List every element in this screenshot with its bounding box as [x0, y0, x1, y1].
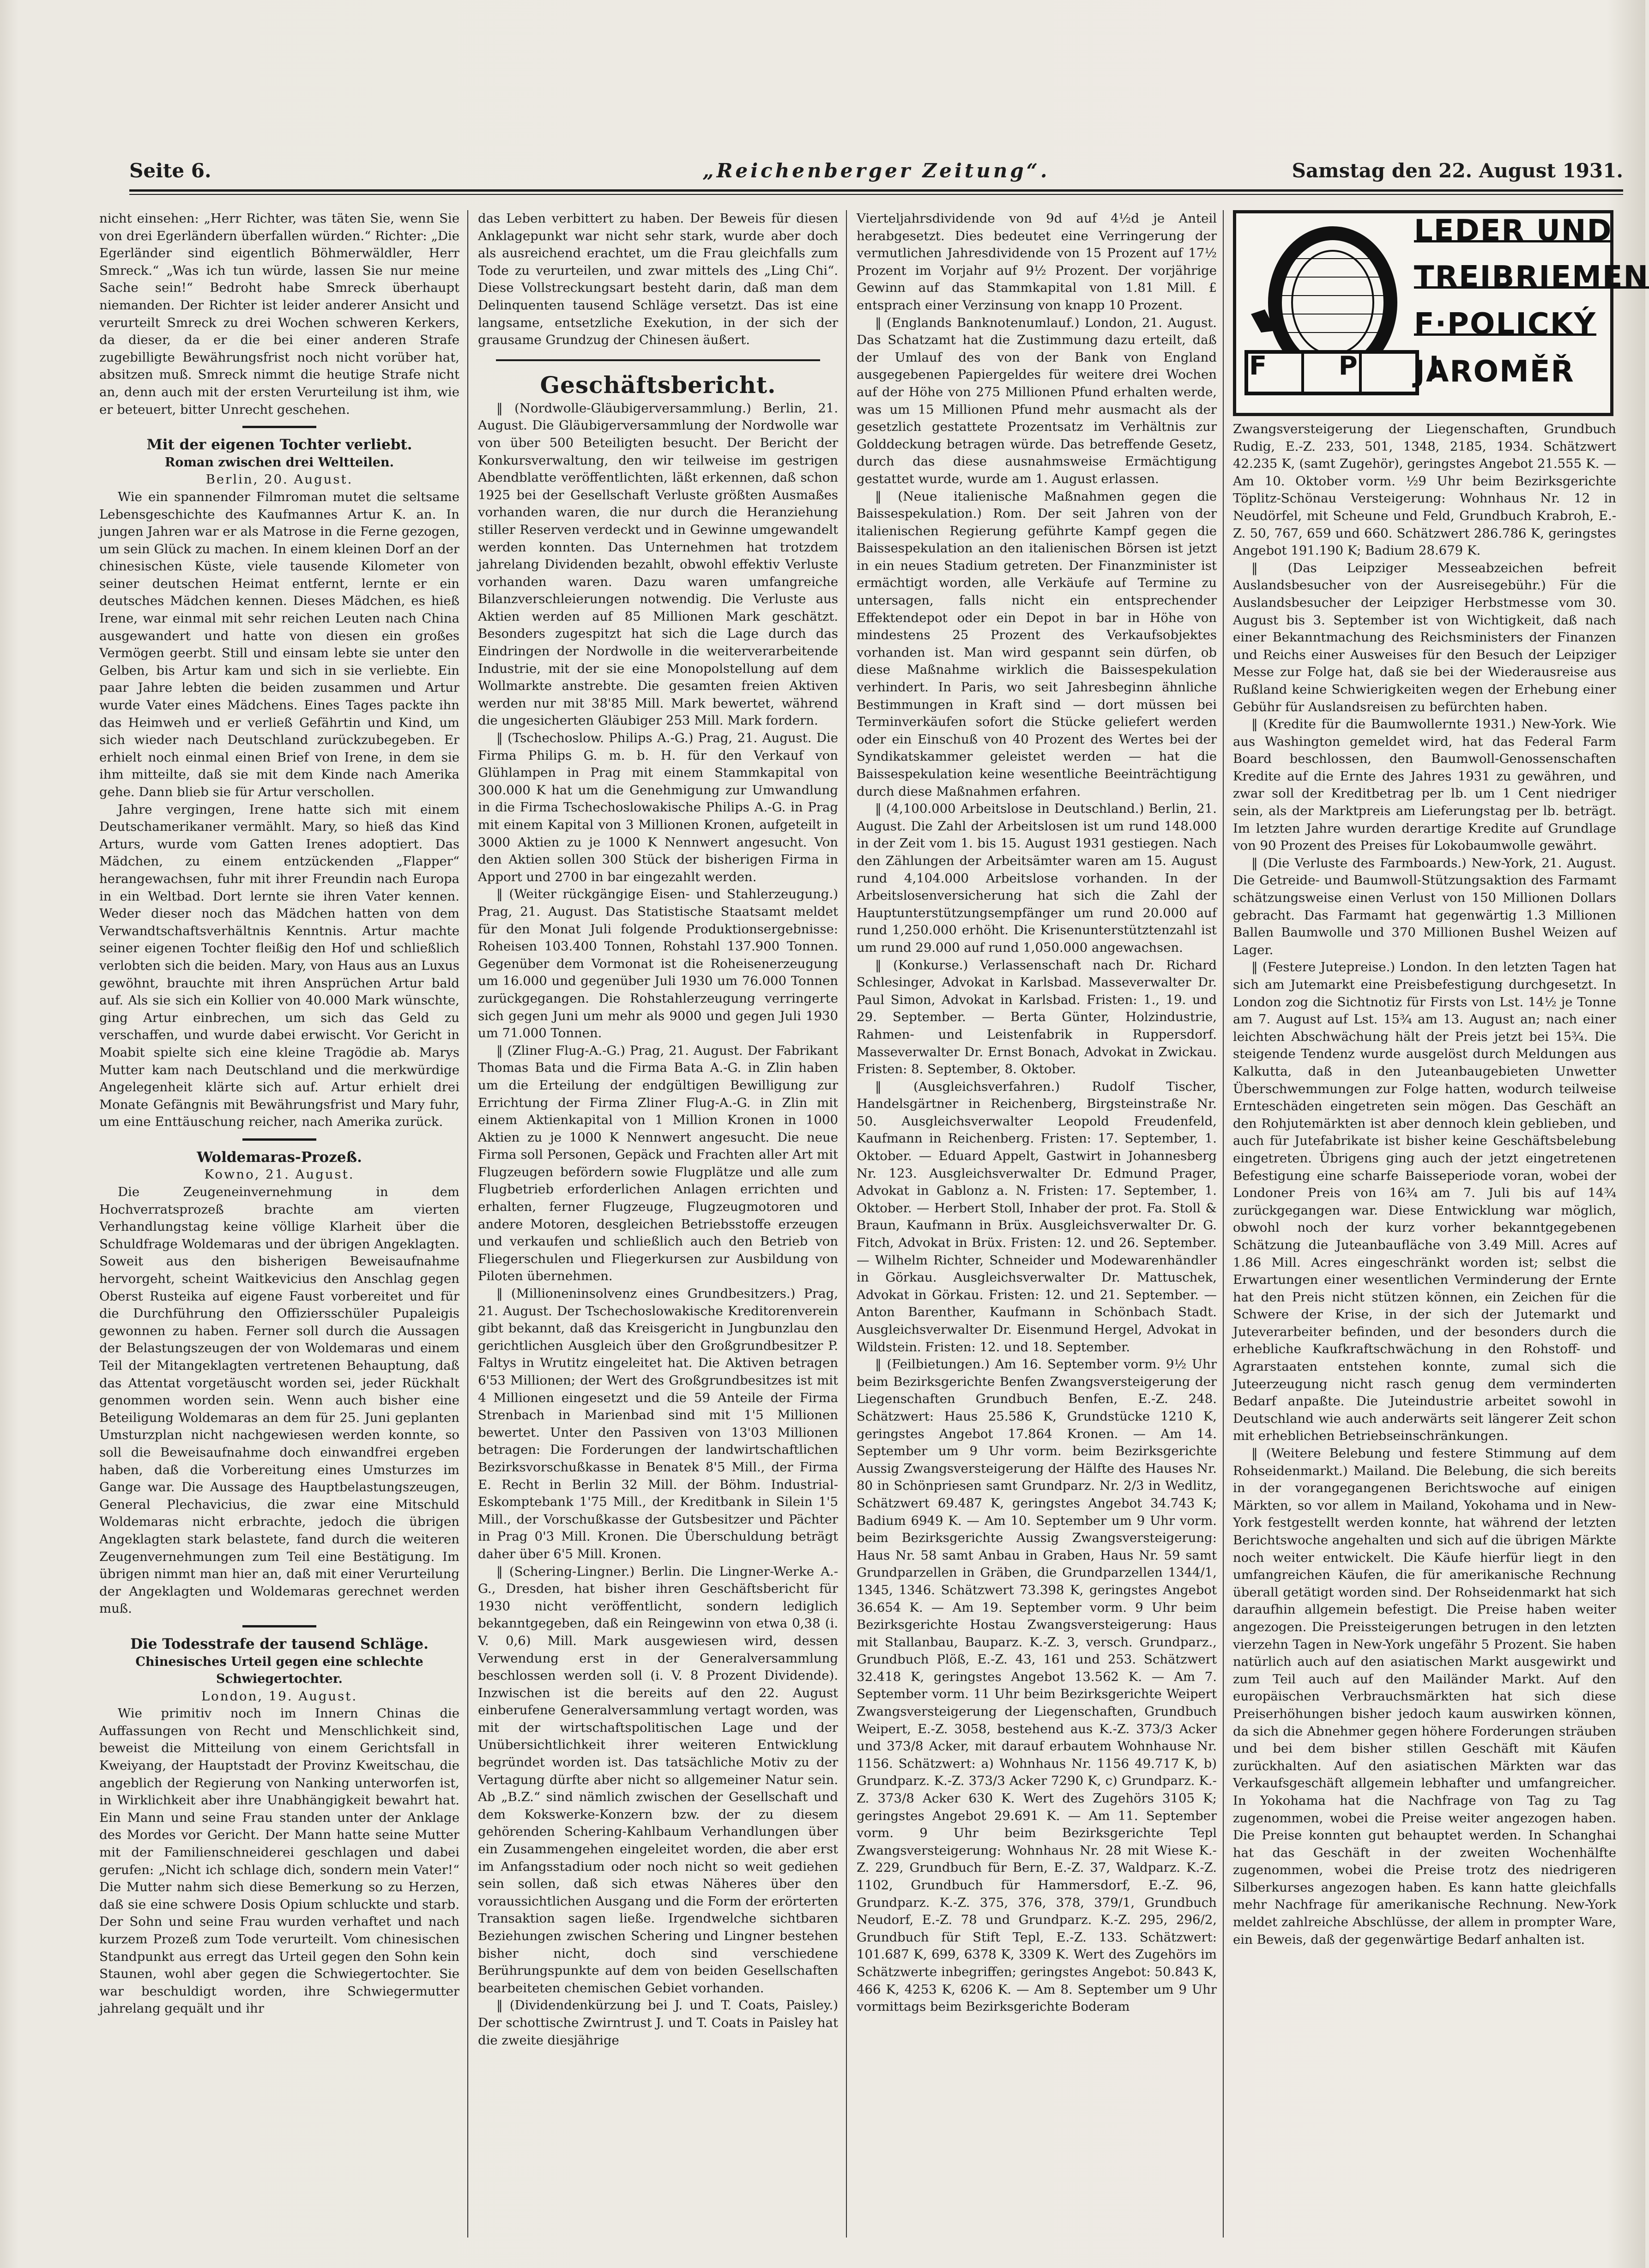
business-item: ‖ (Neue italienische Maßnahmen gegen die Baissespekulation.) Rom. Der seit Jahren von der italienischen Regierung geführte Kampf gegen die Baissespekulation an den italienischen Börsen ist jetzt in ein neues Stadium getreten. Der Finanzminister ist ermächtigt worden, alle Verkäufe auf Termine zu untersagen, falls nicht ein entsprechender Effektendepot oder ein Depot in bar in Höhe von mindestens 25 Prozent des Verkaufsobjektes vorhanden ist. Man wird gespannt sein dürfen, ob diese Maßnahme wirklich die Baissespekulation verhindert. In Paris, wo seit Jahresbeginn ähnliche Bestimmungen in Kraft sind — dort müssen bei Terminverkäufen sofort die Stücke geliefert werden oder ein Einschuß von 40 Prozent des Wertes bei der Syndikatskammer geleistet werden — hat die Baissespekulation keine wesentliche Beeinträchtigung durch diese Maßnahmen erfahren. [857, 489, 1217, 799]
column-3 [857, 210, 1217, 2233]
business-item: ‖ (Englands Banknotenumlauf.) London, 21. August. Das Schatzamt hat die Zustimmung dazu erteilt, daß der Umlauf des von der Bank von England ausgegebenen Papiergeldes für weitere drei Wochen auf der Höhe von 275 Millionen Pfund erhalten werde, was um 15 Millionen Pfund mehr ausmacht als der gesetzlich gestattete Prozentsatz im Verhältnis zur Golddeckung betragen würde. Das betreffende Gesetz, durch das diese ausnahmsweise Ermächtigung gestattet wurde, wurde am 1. August erlassen. [857, 315, 1217, 486]
ad-line: JAROMĚŘ [1414, 355, 1575, 389]
column-divider [467, 210, 468, 2238]
business-item: ‖ (Festere Jutepreise.) London. In den letzten Tagen hat sich am Jutemarkt eine Preisbefestigung durchgesetzt. In London zog die Sichtnotiz für Firsts von Lst. 14½ je Tonne am 7. August auf Lst. 15¾ am 13. August an; nach einer leichten Abschwächung hält der Preis jetzt bei 15¾. Die steigende Tendenz wurde ausgelöst durch Meldungen aus Kalkutta, daß in den Juteanbaugebieten Unwetter Überschwemmungen zur Folge hatten, wodurch teilweise Ernteschäden eingetreten sein mögen. Das Geschäft an den Rohjutemärkten ist aber dennoch klein geblieben, und auch für Jutefabrikate ist bisher keine Geschäftsbelebung eingetreten. Übrigens ging auch der jetzt eingetretenen Befestigung eine scharfe Baisseperiode voran, wobei der Londoner Preis von 16¾ am 7. Juli bis auf 14¾ zurückgegangen war. Diese Entwicklung war möglich, obwohl noch der kurz vorher bekanntgegebenen Schätzung die Juteanbaufläche von 3.49 Mill. Acres auf 1.86 Mill. Acres eingeschränkt worden ist; selbst die Erwartungen einer wesentlichen Verminderung der Ernte hat den Preis nicht stützen können, ein Zeichen für die Schwere der Krise, in der sich der Jutemarkt und Juteverarbeiter befinden, und der besonders durch die erhebliche Kaufkraftschwächung in den Rohstoff- und Agrarstaaten entstehen konnte, zumal sich die Juteerzeugung nicht rasch genug dem verminderten Bedarf anpaßte. Die Juteindustrie arbeitet sowohl in Deutschland wie auch anderwärts seit längerer Zeit schon mit erheblichen Betriebseinschränkungen. [1233, 960, 1616, 1444]
business-item: ‖ (4,100.000 Arbeitslose in Deutschland.) Berlin, 21. August. Die Zahl der Arbeitslosen ist um rund 148.000 in der Zeit vom 1. bis 15. August 1931 gestiegen. Nach den Zählungen der Arbeitsämter waren am 15. August rund 4,104.000 Arbeitslose vorhanden. In der Arbeitslosenversicherung hat sich die Zahl der Hauptunterstützungsempfänger um rund 20.000 auf rund 1,250.000 erhöht. Die Krisenunterstütztenzahl ist um rund 29.000 auf rund 1,050.000 angewachsen. [857, 801, 1217, 955]
business-item: ‖ (Weitere Belebung und festere Stimmung auf dem Rohseidenmarkt.) Mailand. Die Belebung, die sich bereits in der vorangegangenen Berichtswoche auf einigen Märkten, so vor allem in Mailand, Yokohama und in New-York festgestellt werden konnte, hat während der letzten Berichtswoche angehalten und sich auf die übrigen Märkte noch weiter entwickelt. Die Käufe hierfür liegt in den umfangreichen Käufen, die für amerikanische Rechnung überall getätigt worden sind. Der Rohseidenmarkt hat sich daraufhin allgemein befestigt. Die Preise haben weiter angezogen. Die Preissteigerungen betrugen in den letzten vierzehn Tagen in New-York ungefähr 5 Prozent. Sie haben natürlich auch auf den asiatischen Markt ausgewirkt und zum Teil auch auf den Mailänder Markt. Auf den europäischen Verbrauchsmärkten hat sich diese Preiserhöhungen bisher jedoch kaum auswirken können, da sich die Abnehmer gegen höhere Forderungen sträuben und bei dem bisher stillen Geschäft mit Käufen zurückhalten. Auf den asiatischen Märkten war das Verkaufsgeschäft allgemein lebhafter und umfangreicher. In Yokohama hat die Nachfrage von Tag zu Tag zugenommen, wobei die Preise weiter angezogen haben. Die Preise konnten gut behauptet werden. In Schanghai hat das Geschäft in der zweiten Wochenhälfte zugenommen, wobei die Preise trotz des niedrigeren Silberkurses angezogen haben. Es kann hatte gleichfalls mehr Nachfrage für amerikanische Rechnung. New-York meldet zahlreiche Abschlüsse, der allem in prompter Ware, ein Beweis, daß der gegenwärtige Bedarf anhalten ist. [1233, 1446, 1616, 1947]
header-rule-thin [129, 194, 1623, 195]
newspaper-title: „Reichenberger Zeitung“. [702, 159, 1050, 182]
article-separator [242, 1138, 316, 1141]
business-item: ‖ (Feilbietungen.) Am 16. September vorm. 9½ Uhr beim Bezirksgerichte Benfen Zwangsversteigerung der Liegenschaften Grundbuch Benfen, E.-Z. 248. Schätzwert: Haus 25.586 K, Grundstücke 1210 K, geringstes Angebot 17.864 Kronen. — Am 14. September um 9 Uhr vorm. beim Bezirksgerichte Aussig Zwangsversteigerung der Hälfte des Hauses Nr. 80 in Schönpriesen samt Grundparz. Nr. 2/3 in Wedlitz, Schätzwert 69.487 K, geringstes Angebot 34.743 K; Badium 6949 K. — Am 10. September um 9 Uhr vorm. beim Bezirksgerichte Aussig Zwangsversteigerung: Haus Nr. 58 samt Anbau in Graben, Haus Nr. 59 samt Grundparzellen in Gräben, die Grundparzellen 1344/1, 1345, 1346. Schätzwert 73.398 K, geringstes Angebot 36.654 K. — Am 19. September vorm. 9 Uhr beim Bezirksgerichte Hostau Zwangsversteigerung: Haus mit Stallanbau, Bauparz. K.-Z. 3, versch. Grundparz., Grundbuch Plöß, E.-Z. 43, 161 und 253. Schätzwert 32.418 K, geringstes Angebot 13.562 K. — Am 7. September vorm. 11 Uhr beim Bezirksgerichte Weipert Zwangsversteigerung der Liegenschaften, Grundbuch Weipert, E.-Z. 3058, bestehend aus K.-Z. 373/3 Acker und 373/8 Acker, mit darauf erbautem Wohnhause Nr. 1156. Schätzwert: a) Wohnhaus Nr. 1156 49.717 K, b) Grundparz. K.-Z. 373/3 Acker 7290 K, c) Grundparz. K.-Z. 373/8 Acker 630 K. Wert des Zugehörs 3105 K; geringstes Angebot 29.691 K. — Am 11. September vorm. 9 Uhr beim Bezirksgerichte Tepl Zwangsversteigerung: Wohnhaus Nr. 28 mit Wiese K.-Z. 229, Grundbuch für Bern, E.-Z. 37, Waldparz. K.-Z. 1102, Grundbuch für Hammersdorf, E.-Z. 96, Grundparz. K.-Z. 375, 376, 378, 379/1, Grundbuch Neudorf, E.-Z. 78 und Grundparz. K.-Z. 295, 296/2, Grundbuch für Stift Tepl, E.-Z. 133. Schätzwert: 101.687 K, 699, 6378 K, 3309 K. Wert des Zugehörs im Schätzwerte inbegriffen; geringstes Angebot: 50.843 K, 466 K, 4253 K, 6206 K. — Am 8. September um 9 Uhr vormittags beim Bezirksgerichte Boderam [857, 1357, 1217, 2014]
business-item: ‖ (Die Verluste des Farmboards.) New-York, 21. August. Die Getreide- und Baumwoll-Stützungsaktion des Farmamt schätzungsweise einen Verlust von 150 Millionen Dollars gebracht. Das Farmamt hat gegenwärtig 1.3 Millionen Ballen Baumwolle und 370 Millionen Bushel Weizen auf Lager. [1233, 855, 1616, 957]
column-divider [846, 210, 847, 2238]
ad-line: TREIBRIEMEN [1414, 260, 1649, 294]
ad-line: LEDER UND [1414, 214, 1613, 248]
column-1 [99, 210, 459, 2233]
ad-line: F·POLICKÝ [1414, 307, 1596, 341]
business-item: Vierteljahrsdividende von 9d auf 4½d je Anteil herabgesetzt. Dies bedeutet eine Verringerung der vermutlichen Jahresdividende von 15 Prozent auf 17½ Prozent im Vorjahr auf 9½ Prozent. Der vorjährige Gewinn auf das Stammkapital von 1.81 Mill. £ entsprach einer Verzinsung von knapp 10 Prozent. [857, 211, 1217, 313]
business-item: ‖ (Dividendenkürzung bei J. und T. Coats, Paisley.) Der schottische Zwirntrust J. und T. Coats in Paisley hat die zweite diesjährige [478, 1998, 838, 2048]
header-rule [129, 189, 1623, 192]
article-paragraph: Wie ein spannender Filmroman mutet die seltsame Lebensgeschichte des Kaufmannes Artur K. an. In jungen Jahren war er als Matrose in die Ferne gezogen, um sein Glück zu machen. In einem kleinen Dorf an der chinesischen Küste, viele tausende Kilometer von seiner deutschen Heimat entfernt, lernte er ein deutsches Mädchen kennen. Dieses Mädchen, es hieß Irene, war einmal mit sehr reichen Leuten nach China ausgewandert und hatte von diesen ein großes Vermögen geerbt. Still und einsam lebte sie unter den Gelben, bis Artur kam und sich in sie verliebte. Ein paar Jahre lebten die beiden zusammen und Artur wurde Vater eines Mädchens. Eines Tages packte ihn das Heimweh und er verließ Gefährtin und Kind, um sich wieder nach Deutschland zurückzubegeben. Er erhielt noch einmal einen Brief von Irene, in dem sie ihm mitteilte, daß sie mit dem Kinde nach Amerika gehe. Dann blieb sie für Artur verschollen. [99, 489, 459, 799]
article-dateline: Berlin, 20. August. [205, 472, 353, 487]
section-title: Geschäftsbericht. [540, 371, 776, 399]
advertisement [1233, 210, 1649, 416]
business-item: ‖ (Das Leipziger Messeabzeichen befreit Auslandsbesucher von der Ausreisegebühr.) Für die Auslandsbesucher der Leipziger Herbstmesse vom 30. August bis 3. September ist von Wichtigkeit, daß nach einer Bekanntmachung des Reichsministers der Finanzen und Reichs einer Ausweises für den Besuch der Leipziger Messe zur Folge hat, daß sie bei der Wiederausreise aus Rußland keine Schwierigkeiten wegen der Erhebung einer Gebühr für Auslandsreisen zu befürchten haben. [1233, 560, 1616, 714]
business-item: Zwangsversteigerung der Liegenschaften, Grundbuch Rudig, E.-Z. 233, 501, 1348, 2185, 1934. Schätzwert 42.235 K, (samt Zugehör), geringstes Angebot 21.555 K. — Am 10. Oktober vorm. ½9 Uhr beim Bezirksgerichte Töplitz-Schönau Versteigerung: Wohnhaus Nr. 12 in Neudörfel, mit Scheune und Feld, Grundbuch Krabroh, E.-Z. 50, 767, 659 und 660. Schätzwert 286.786 K, geringstes Angebot 191.190 K; Badium 28.679 K. [1233, 422, 1616, 558]
business-item: ‖ (Konkurse.) Verlassenschaft nach Dr. Richard Schlesinger, Advokat in Karlsbad. Masseverwalter Dr. Paul Simon, Advokat in Karlsbad. Fristen: 1., 19. und 29. September. — Berta Günter, Holzindustrie, Rahmen- und Leistenfabrik in Ruppersdorf. Masseverwalter Dr. Ernst Bonach, Advokat in Zwickau. Fristen: 8. September, 8. Oktober. [857, 957, 1217, 1077]
business-item: ‖ (Schering-Lingner.) Berlin. Die Lingner-Werke A.-G., Dresden, hat bisher ihren Geschäftsbericht für 1930 nicht veröffentlicht, sondern lediglich bekanntgegeben, daß ein Reingewinn von etwa 0,38 (i. V. 0,6) Mill. Mark ausgewiesen wird, dessen Verwendung erst in der Generalversammlung beschlossen werden soll (i. V. 8 Prozent Dividende). Inzwischen ist die bereits auf den 22. August einberufene Generalversammlung vertagt worden, was mit der wirtschaftspolitischen Lage und der Unübersichtlichkeit ihrer weiteren Entwicklung begründet worden ist. Das tatsächliche Motiv zu der Vertagung dürfte aber nicht so allgemeiner Natur sein. Ab „B.Z.“ sind nämlich zwischen der Gesellschaft und dem Kokswerke-Konzern bzw. der zu diesem gehörenden Schering-Kahlbaum Verhandlungen über ein Zusammengehen eingeleitet worden, die aber erst im Anfangsstadium oder noch nicht so weit gediehen sein sollen, daß sich etwas Näheres über den voraussichtlichen Ausgang und die Form der erörterten Transaktion sagen ließe. Irgendwelche sichtbaren Beziehungen zwischen Schering und Lingner bestehen bisher nicht, doch sind verschiedene Berührungspunkte auf dem von beiden Gesellschaften bearbeiteten chemischen Gebiet vorhanden. [478, 1564, 838, 1996]
article-subheadline: Roman zwischen drei Weltteilen. [164, 455, 394, 470]
business-item: ‖ (Nordwolle-Gläubigerversammlung.) Berlin, 21. August. Die Gläubigerversammlung der Nordwolle war von über 500 Beteiligten besucht. Der Bericht der Konkursverwaltung, den wir teilweise im gestrigen Abendblatte veröffentlichten, läßt erkennen, daß schon 1925 bei der Gesellschaft Verluste größten Ausmaßes vorhanden waren, die nur durch die Heranziehung stiller Reserven verdeckt und in Gewinne umgewandelt werden konnten. Das Unternehmen hat trotzdem jahrelang Dividenden bezahlt, obwohl effektiv Verluste vorhanden waren. Dazu waren umfangreiche Bilanzverschleierungen notwendig. Die Verluste aus Aktien werden auf 85 Millionen Mark geschätzt. Besonders zugespitzt hat sich die Lage durch das Eindringen der Nordwolle in die weiterverarbeitende Industrie, mit der sie eine Monopolstellung auf dem Wollmarkte anstrebte. Die gesamten freien Aktiven werden nur mit 38'85 Mill. Mark bewertet, während die ungesicherten Gläubiger 253 Mill. Mark fordern. [478, 400, 838, 728]
section-separator [496, 359, 820, 361]
article-subheadline: Chinesisches Urteil gegen eine schlechte Schwiegertochter. [135, 1654, 423, 1687]
issue-date: Samstag den 22. August 1931. [1292, 159, 1623, 182]
article-continuation: das Leben verbittert zu haben. Der Beweis für diesen Anklagepunkt war nicht sehr stark, wurde aber doch als ausreichend erachtet, um die Frau gleichfalls zum Tode zu verurteilen, und zwar mittels des „Ling Chi“. Diese Vollstreckungsart besteht darin, daß man dem Delinquenten tausend Schläge versetzt. Das ist eine langsame, entsetzliche Exekution, in der sich der grausame Grundzug der Chinesen äußert. [478, 211, 838, 348]
page-header [129, 159, 1623, 192]
article-paragraph: Wie primitiv noch im Innern Chinas die Auffassungen von Recht und Menschlichkeit sind, beweist die Mitteilung von einem Gerichtsfall in Kweiyang, der Hauptstadt der Provinz Kweitschau, die angeblich der Regierung von Nanking unterworfen ist, in Wirklichkeit aber ihre Unabhängigkeit bewahrt hat. Ein Mann und seine Frau standen unter der Anklage des Mordes vor Gericht. Der Mann hatte seine Mutter mit der Familienschneiderei geschlagen und dabei gerufen: „Nicht ich schlage dich, sondern mein Vater!“ Die Mutter nahm sich diese Bemerkung so zu Herzen, daß sie eine schwere Dosis Opium schluckte und starb. Der Sohn und seine Frau wurden verhaftet und nach kurzem Prozeß zum Tode verurteilt. Vom chinesischen Standpunkt aus erregt das Urteil gegen den Sohn kein Staunen, wohl aber gegen die Schwiegertochter. Sie war beschuldigt worden, ihre Schwiegermutter jahrelang gequält und ihr [99, 1706, 459, 2016]
page-number: Seite 6. [129, 159, 211, 182]
business-item: ‖ (Tschechoslow. Philips A.-G.) Prag, 21. August. Die Firma Philips G. m. b. H. für den Verkauf von Glühlampen in Prag mit einem Stammkapital von 300.000 K hat um die Genehmigung zur Umwandlung in die Firma Tschechoslowakische Philips A.-G. in Prag mit einem Kapital von 3 Millionen Kronen, aufgeteilt in 3000 Aktien zu je 1000 K Nennwert angesucht. Von den Aktien sollen 300 Stück der bisherigen Firma in Apport und 2700 in bar eingezahlt werden. [478, 731, 838, 884]
article-dateline: London, 19. August. [201, 1688, 358, 1704]
article-paragraph: Jahre vergingen, Irene hatte sich mit einem Deutschamerikaner vermählt. Mary, so hieß das Kind Arturs, wurde vom Gatten Irenes adoptiert. Das Mädchen, zu einem entzückenden „Flapper“ herangewachsen, fuhr mit ihrer Freundin nach Europa in ein Weltbad. Dort lernte sie ihren Vater kennen. Weder dieser noch das Mädchen hatten von dem Verwandtschaftsverhältnis Kenntnis. Artur machte seiner eigenen Tochter fleißig den Hof und schließlich verlobten sich die beiden. Mary, von Haus aus an Luxus gewöhnt, brauchte mit ihren Ansprüchen Artur bald auf. Als sie sich ein Kollier von 40.000 Mark wünschte, ging Artur einbrechen, um sich das Geld zu verschaffen, und wurde dabei erwischt. Vor Gericht in Moabit spielte sich eine kleine Tragödie ab. Marys Mutter kam nach Deutschland und die merkwürdige Angelegenheit klärte sich auf. Artur erhielt drei Monate Gefängnis mit Bewährungsfrist und Mary fuhr, um eine Enttäuschung reicher, nach Amerika zurück. [99, 802, 459, 1130]
business-item: ‖ (Weiter rückgängige Eisen- und Stahlerzeugung.) Prag, 21. August. Das Statistische Staatsamt meldet für den Monat Juli folgende Produktionsergebnisse: Roheisen 103.400 Tonnen, Rohstahl 137.900 Tonnen. Gegenüber dem Vormonat ist die Roheisenerzeugung um 16.000 und gegenüber Juli 1930 um 76.000 Tonnen zurückgegangen. Die Rohstahlerzeugung verringerte sich gegen Juni um mehr als 9000 und gegen Juli 1930 um 71.000 Tonnen. [478, 887, 838, 1041]
article-paragraph: Die Zeugeneinvernehmung in dem Hochverratsprozeß brachte am vierten Verhandlungstag keine völlige Klarheit über die Schuldfrage Woldemaras und der übrigen Angeklagten. Soweit aus den bisherigen Beweisaufnahme hervorgeht, scheint Waitkevicius den Anschlag gegen Oberst Rusteika auf eigene Faust vorbereitet und für die Durchführung den Offiziersschüler Pupaleigis gewonnen zu haben. Ferner soll durch die Aussagen der Belastungszeugen der von Woldemaras und einem Teil der Mitangeklagten vertretenen Behauptung, daß das Attentat vorgetäuscht worden sei, jeder Rückhalt genommen worden sein. Wenn auch bisher eine Beteiligung Woldemaras an dem für 25. Juni geplanten Umsturzplan nicht nachgewiesen werden konnte, so soll die Beweisaufnahme doch einwandfrei ergeben haben, daß die Vorbereitung eines Umsturzes im Gange war. Die Aussage des Hauptbelastungszeugen, General Plechavicius, die zwar eine Mitschuld Woldemaras nicht erbrachte, jedoch die übrigen Angeklagten stark belastete, fand durch die weiteren Zeugenvernehmungen zum Teil eine Bestätigung. Im übrigen nimmt man hier an, daß mit einer Verurteilung der Angeklagten und Woldemaras gerechnet werden muß. [99, 1185, 459, 1616]
business-item: ‖ (Millioneninsolvenz eines Grundbesitzers.) Prag, 21. August. Der Tschechoslowakische Kreditorenverein gibt bekannt, daß das Kreisgericht in Jungbunzlau den gerichtlichen Ausgleich über den Großgrundbesitzer P. Faltys in Wrutitz eingeleitet hat. Die Aktiven betragen 6'53 Millionen; der Wert des Großgrundbesitzes ist mit 4 Millionen eingesetzt und die 59 Anteile der Firma Strenbach in Marienbad sind mit 1'5 Millionen bewertet. Unter den Passiven von 13'03 Millionen betragen: Die Forderungen der landwirtschaftlichen Bezirksvorschußkasse in Benatek 8'5 Mill., der Firma E. Recht in Berlin 32 Mill. der Böhm. Industrial-Eskomptebank 1'75 Mill., der Kreditbank in Silein 1'5 Mill., der Vorschußkasse der Gutsbesitzer und Pächter in Prag 0'3 Mill. Kronen. Die Überschuldung beträgt daher über 6'5 Mill. Kronen. [478, 1286, 838, 1561]
column-2 [478, 210, 838, 2233]
article-separator [242, 426, 316, 428]
business-item: ‖ (Zliner Flug-A.-G.) Prag, 21. August. Der Fabrikant Thomas Bata und die Firma Bata A.-G. in Zlin haben um die Erteilung der endgültigen Bewilligung zur Errichtung der Firma Zliner Flug-A.-G. in Zlin mit einem Aktienkapital von 1 Million Kronen in 1000 Aktien zu je 1000 K Nennwert angesucht. Die neue Firma soll Personen, Gepäck und Frachten aller Art mit Flugzeugen befördern sowie Flugplätze und alle zum Flugbetrieb erforderlichen Anlagen errichten und erhalten, ferner Flugzeuge, Flugzeugmotoren und andere Motoren, desgleichen Betriebsstoffe erzeugen und verkaufen und schließlich auch den Betrieb von Fliegerschulen und Fliegerkursen zur Ausbildung von Piloten übernehmen. [478, 1043, 838, 1284]
article-separator [242, 1625, 316, 1627]
business-item: ‖ (Ausgleichsverfahren.) Rudolf Tischer, Handelsgärtner in Reichenberg, Birgsteinstraße Nr. 50. Ausgleichsverwalter Leopold Freudenfeld, Kaufmann in Reichenberg. Fristen: 17. September, 1. Oktober. — Eduard Appelt, Gastwirt in Johannesberg Nr. 123. Ausgleichsverwalter Dr. Edmund Prager, Advokat in Gablonz a. N. Fristen: 17. September, 1. Oktober. — Herbert Stoll, Inhaber der prot. Fa. Stoll & Braun, Kaufmann in Brüx. Ausgleichsverwalter Dr. G. Fitch, Advokat in Brüx. Fristen: 12. und 26. September. — Wilhelm Richter, Schneider und Modewarenhändler in Görkau. Ausgleichsverwalter Dr. Mattuschek, Advokat in Görkau. Fristen: 12. und 21. September. — Anton Barenther, Kaufmann in Schönbach Stadt. Ausgleichsverwalter Dr. Eisenmund Hergel, Advokat in Wildstein. Fristen: 12. und 18. September. [857, 1079, 1217, 1355]
article-continuation: nicht einsehen: „Herr Richter, was täten Sie, wenn Sie von drei Egerländern überfallen würden.“ Richter: „Die Egerländer sind eigentlich Böhmerwäldler, Herr Smreck.“ „Was ich tun würde, lassen Sie nur meine Sache sein!“ Bedroht habe Smreck überhaupt niemanden. Der Richter ist leider anderer Ansicht und verurteilt Smreck zu drei Wochen schweren Kerkers, da dieser, da er die bei einer anderen Strafe zugebilligte Bewährungsfrist noch nicht vorüber hat, absitzen muß. Smreck nimmt die heutige Strafe nicht an, denn auch mit der ersten Verurteilung ist ihm, wie er beteuert, bitter Unrecht geschehen. [99, 211, 459, 417]
ad-monogram: F P J [1249, 351, 1471, 381]
column-divider [1223, 210, 1224, 2238]
business-item: ‖ (Kredite für die Baumwollernte 1931.) New-York. Wie aus Washington gemeldet wird, hat das Federal Farm Board beschlossen, den Baumwoll-Genossenschaften Kredite auf die Ernte des Jahres 1931 zu gewähren, und zwar soll der Kreditbetrag per lb. um 1 Cent niedriger sein, als der Marktpreis am Lieferungstag per lb. beträgt. Im letzten Jahre wurden derartige Kredite auf Grundlage von 90 Prozent des Preises für Lokobaumwolle gewährt. [1233, 717, 1616, 853]
column-4 [1233, 210, 1649, 2233]
article-headline: Woldemaras-Prozeß. [197, 1149, 362, 1166]
article-headline: Die Todesstrafe der tausend Schläge. [130, 1635, 429, 1652]
article-dateline: Kowno, 21. August. [204, 1167, 355, 1182]
article-headline: Mit der eigenen Tochter verliebt. [146, 436, 412, 454]
